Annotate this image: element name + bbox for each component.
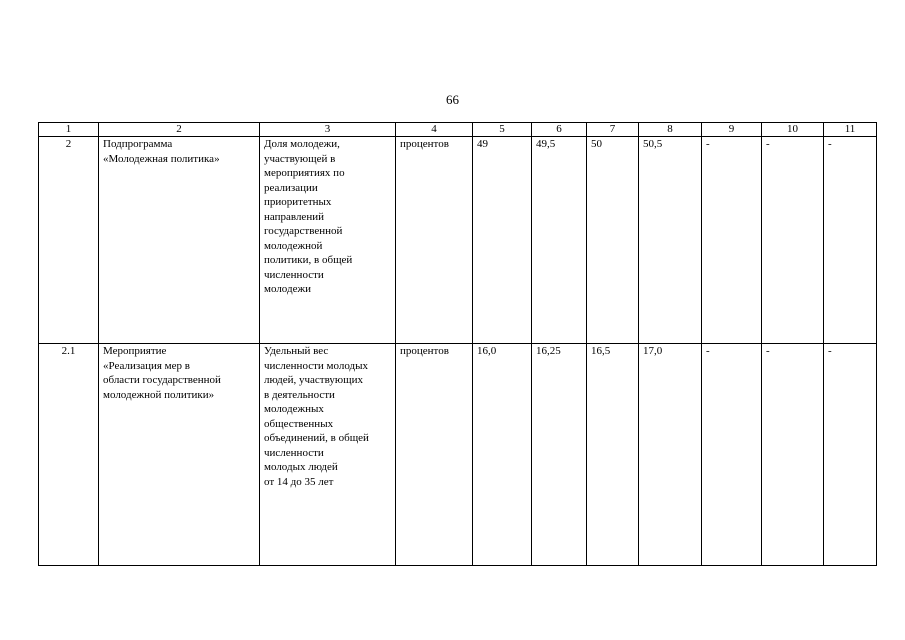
value-cell: 50,5 (639, 137, 702, 344)
value-cell: 16,5 (587, 344, 639, 566)
column-header: 1 (39, 123, 99, 137)
table-row (39, 344, 877, 566)
column-header: 10 (762, 123, 824, 137)
column-header: 4 (396, 123, 473, 137)
value-cell: - (824, 137, 877, 344)
column-header: 5 (473, 123, 532, 137)
column-header: 7 (587, 123, 639, 137)
value-cell: - (762, 137, 824, 344)
page-number: 66 (446, 92, 459, 107)
unit-cell: процентов (396, 137, 473, 344)
table-row (39, 137, 877, 344)
program-name: Мероприятие «Реализация мер в области государственной молодежной политики» (99, 344, 260, 566)
column-header: 9 (702, 123, 762, 137)
row-number: 2 (39, 137, 99, 344)
value-cell: - (824, 344, 877, 566)
indicators-table (38, 122, 877, 566)
column-header: 8 (639, 123, 702, 137)
value-cell: 49,5 (532, 137, 587, 344)
indicator-text: Доля молодежи, участвующей в мероприятиях по реализации приоритетных направлений государственной молодежной политики, в общей численности молодежи (260, 137, 396, 344)
row-number: 2.1 (39, 344, 99, 566)
value-cell: 16,25 (532, 344, 587, 566)
value-cell: - (702, 344, 762, 566)
indicator-text: Удельный вес численности молодых людей, участвующих в деятельности молодежных общественных объединений, в общей численности молодых людей от 14 до 35 лет (260, 344, 396, 566)
value-cell: - (702, 137, 762, 344)
value-cell: 17,0 (639, 344, 702, 566)
value-cell: 50 (587, 137, 639, 344)
unit-cell: процентов (396, 344, 473, 566)
value-cell: - (762, 344, 824, 566)
column-header: 11 (824, 123, 877, 137)
program-name: Подпрограмма «Молодежная политика» (99, 137, 260, 344)
value-cell: 16,0 (473, 344, 532, 566)
column-header: 6 (532, 123, 587, 137)
value-cell: 49 (473, 137, 532, 344)
table-header-row (39, 123, 877, 137)
column-header: 3 (260, 123, 396, 137)
column-header: 2 (99, 123, 260, 137)
